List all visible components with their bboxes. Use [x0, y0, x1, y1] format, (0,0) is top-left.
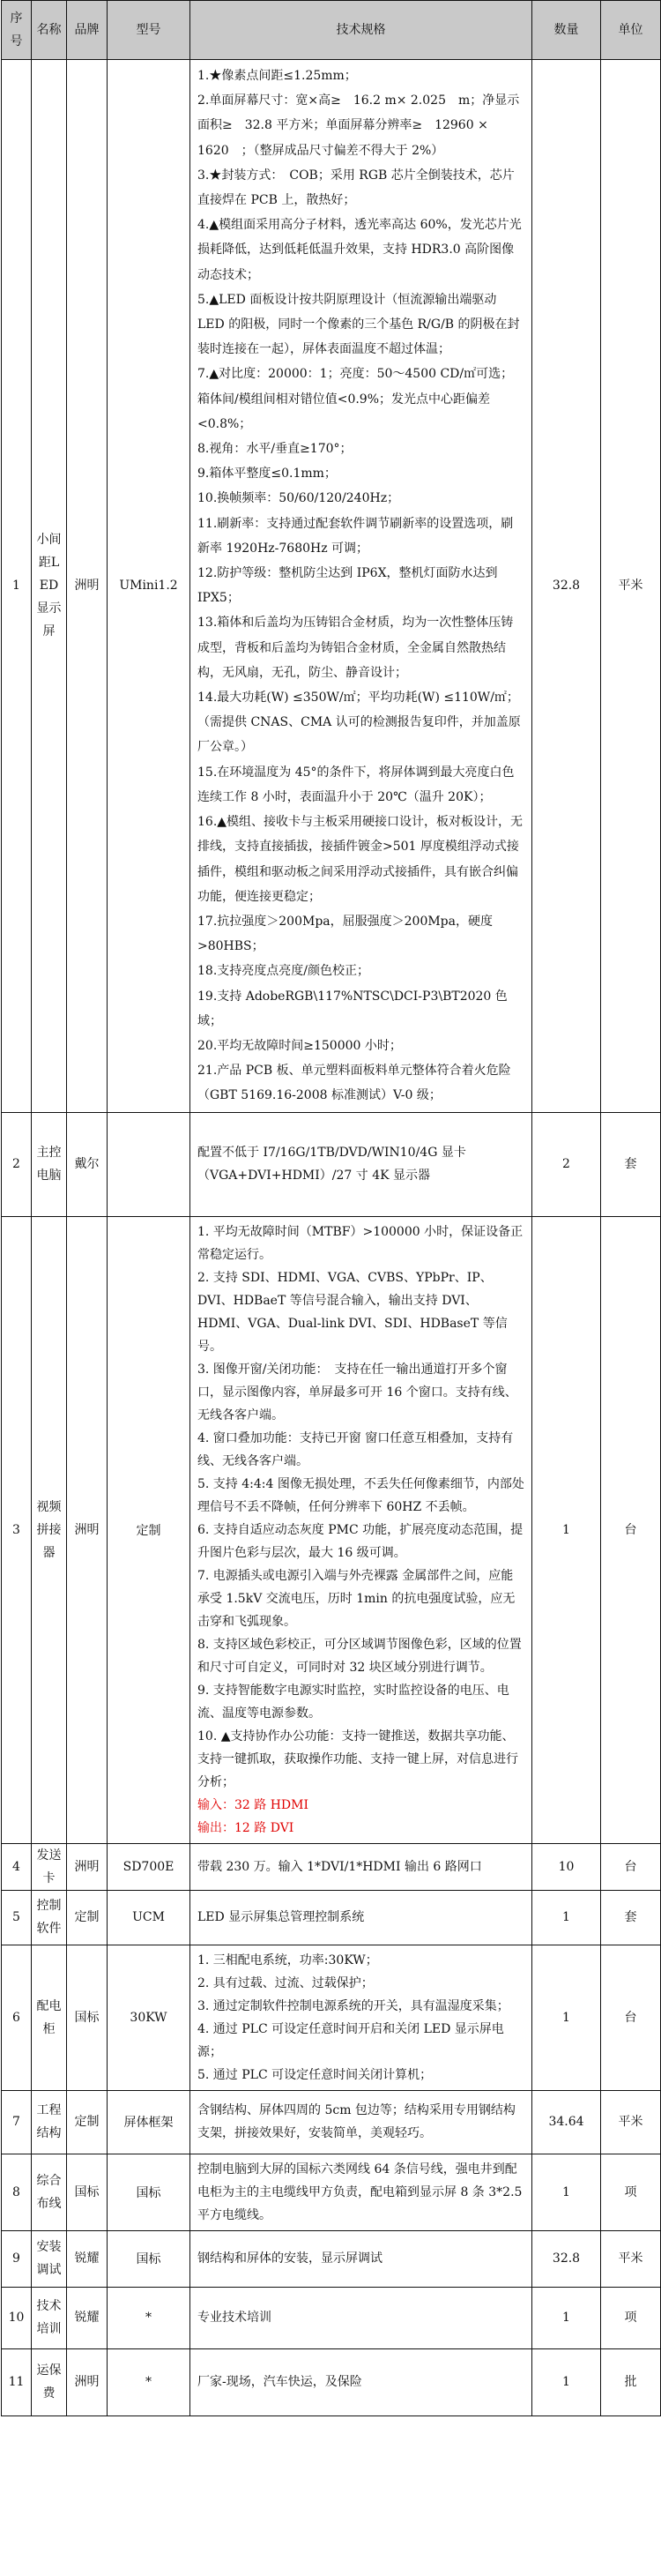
- spec-line: 钢结构和屏体的安装，显示屏调试: [197, 2251, 382, 2266]
- item-unit: 项: [601, 2287, 661, 2348]
- table-row: [2, 2230, 661, 2287]
- item-name: 综合布线: [32, 2154, 67, 2230]
- item-spec: [190, 1890, 532, 1945]
- item-brand: 国标: [67, 1945, 108, 2090]
- item-model: 国标: [108, 2230, 190, 2287]
- item-unit: 套: [601, 1890, 661, 1945]
- item-quantity: 1: [532, 1890, 601, 1945]
- table-row: [2, 1843, 661, 1890]
- item-unit: 平米: [601, 2230, 661, 2287]
- item-spec: [190, 1945, 532, 2090]
- item-model: 定制: [108, 1216, 190, 1843]
- item-unit: 台: [601, 1945, 661, 2090]
- row-number: 8: [2, 2154, 32, 2230]
- spec-line: 19.支持 AdobeRGB\117%NTSC\DCI-P3\BT2020 色域；: [197, 989, 508, 1028]
- spec-line: 2.单面屏幕尺寸：宽×高≥ 16.2 m× 2.025 m；净显示面积≥ 32.8 平方米；单面屏幕分辨率≥ 12960 × 1620 ；（整屏成品尺寸偏差不得大于 2%）: [197, 93, 520, 158]
- item-unit: 平米: [601, 2090, 661, 2154]
- spec-line: 18.支持亮度点亮度/颜色校正；: [197, 964, 369, 979]
- item-quantity: 1: [532, 2154, 601, 2230]
- header-brand: 品牌: [67, 1, 108, 60]
- item-model: 30KW: [108, 1945, 190, 2090]
- item-quantity: 1: [532, 1945, 601, 2090]
- header-qty: 数量: [532, 1, 601, 60]
- table-row: [2, 2348, 661, 2415]
- spec-line: 13.箱体和后盖均为压铸铝合金材质，均为一次性整体压铸成型，背板和后盖均为铸铝合金材质，全金属自然散热结构，无风扇，无孔，防尘、静音设计；: [197, 616, 514, 680]
- spec-line: 7.▲对比度：20000：1；亮度：50～4500 CD/㎡可选；箱体间/模组间相对错位值<0.9%；发光点中心距偏差<0.8%；: [197, 367, 514, 431]
- row-number: 4: [2, 1843, 32, 1890]
- row-number: 2: [2, 1112, 32, 1216]
- header-name: 名称: [32, 1, 67, 60]
- item-name: 工程结构: [32, 2090, 67, 2154]
- header-no: 序号: [2, 1, 32, 60]
- spec-line: 3. 图像开窗/关闭功能： 支持在任一输出通道打开多个窗口，显示图像内容，单屏最多可开 16 个窗口。支持有线、无线各客户端。: [197, 1362, 517, 1422]
- item-quantity: 1: [532, 2348, 601, 2415]
- spec-line: 20.平均无故障时间≥150000 小时；: [197, 1038, 402, 1053]
- spec-line: 9. 支持智能数字电源实时监控，实时监控设备的电压、电流、温度等电源参数。: [197, 1683, 509, 1721]
- spec-line: 3. 通过定制软件控制电源系统的开关，具有温湿度采集；: [197, 1998, 509, 2013]
- row-number: 7: [2, 2090, 32, 2154]
- spec-line: 10.换帧频率：50/60/120/240Hz；: [197, 491, 400, 506]
- item-model: [108, 1112, 190, 1216]
- item-spec: [190, 2090, 532, 2154]
- spec-line: 8. 支持区域色彩校正，可分区域调节图像色彩，区域的位置和尺寸可自定义，可同时对 32 块区域分别进行调节。: [197, 1637, 522, 1675]
- table-row: [2, 2090, 661, 2154]
- spec-line: 15.在环境温度为 45°的条件下，将屏体调到最大亮度白色连续工作 8 小时，表面温升小于 20℃（温升 20K）；: [197, 765, 515, 804]
- item-model: UMini1.2: [108, 60, 190, 1113]
- item-spec: [190, 1216, 532, 1843]
- spec-line: 6. 支持自适应动态灰度 PMC 功能，扩展亮度动态范围，提升图片色彩与层次，最大 16 级可调。: [197, 1522, 524, 1560]
- spec-line: 11.刷新率：支持通过配套软件调节刷新率的设置选项，刷新率 1920Hz-7680Hz 可调；: [197, 516, 514, 556]
- spec-line: 8.视角：水平/垂直≥170°；: [197, 442, 353, 457]
- item-name: 运保费: [32, 2348, 67, 2415]
- item-quantity: 32.8: [532, 2230, 601, 2287]
- table-row: [2, 2154, 661, 2230]
- item-name: 视频拼接器: [32, 1216, 67, 1843]
- spec-line: 专业技术培训: [197, 2311, 271, 2326]
- spec-line: 2. 支持 SDI、HDMI、VGA、CVBS、YPbPr、IP、DVI、HDBaeT 等信号混合输入，输出支持 DVI、HDMI、VGA、Dual-link DVI、SDI、HDBaseT 等信号。: [197, 1270, 508, 1354]
- spec-line: 2. 具有过载、过流、过载保护；: [197, 1975, 374, 1990]
- spec-line: 5. 支持 4:4:4 图像无损处理，不丢失任何像素细节，内部处理信号不丢不降帧，任何分辨率下 60HZ 不丢帧。: [197, 1476, 524, 1514]
- item-quantity: 1: [532, 2287, 601, 2348]
- row-number: 10: [2, 2287, 32, 2348]
- table-row: [2, 60, 661, 1113]
- item-model: 国标: [108, 2154, 190, 2230]
- item-brand: 洲明: [67, 60, 108, 1113]
- spec-line: 5. 通过 PLC 可设定任意时间关闭计算机；: [197, 2067, 433, 2082]
- table-row: [2, 1945, 661, 2090]
- item-brand: 洲明: [67, 2348, 108, 2415]
- item-spec: [190, 2287, 532, 2348]
- item-brand: 定制: [67, 1890, 108, 1945]
- spec-line: 16.▲模组、接收卡与主板采用硬接口设计，板对板设计，无排线，支持直接插拔，接插件镀金>501 厚度模组浮动式接插件，模组和驱动板之间采用浮动式接插件，具有嵌合纠偏功能，便连接更稳定；: [197, 815, 524, 904]
- spec-highlight-line: 输出：12 路 DVI: [197, 1820, 294, 1835]
- item-brand: 洲明: [67, 1843, 108, 1890]
- item-spec: [190, 2230, 532, 2287]
- item-name: 小间距LED显示屏: [32, 60, 67, 1113]
- spec-line: 5.▲LED 面板设计按共阴原理设计（恒流源输出端驱动 LED 的阳极，同时一个像素的三个基色 R/G/B 的阴极在封装时连接在一起），屏体表面温度不超过体温；: [197, 292, 520, 357]
- item-model: *: [108, 2287, 190, 2348]
- row-number: 6: [2, 1945, 32, 2090]
- row-number: 9: [2, 2230, 32, 2287]
- item-quantity: 32.8: [532, 60, 601, 1113]
- item-brand: 戴尔: [67, 1112, 108, 1216]
- spec-line: 14.最大功耗(W) ≤350W/㎡；平均功耗(W) ≤110W/㎡；（需提供 CNAS、CMA 认可的检测报告复印件，并加盖原厂公章。）: [197, 691, 521, 755]
- header-row: [2, 1, 661, 60]
- spec-highlight-line: 输入：32 路 HDMI: [197, 1797, 309, 1812]
- spec-line: LED 显示屏集总管理控制系统: [197, 1910, 365, 1925]
- item-spec: [190, 1112, 532, 1216]
- item-unit: 项: [601, 2154, 661, 2230]
- item-unit: 台: [601, 1216, 661, 1843]
- spec-line: 4. 窗口叠加功能：支持已开窗 窗口任意互相叠加，支持有 线、无线各客户端。: [197, 1430, 514, 1468]
- spec-line: 带载 230 万。输入 1*DVI/1*HDMI 输出 6 路网口: [197, 1859, 482, 1874]
- spec-line: 1. 平均无故障时间（MTBF）>100000 小时，保证设备正常稳定运行。: [197, 1224, 524, 1262]
- row-number: 5: [2, 1890, 32, 1945]
- item-model: UCM: [108, 1890, 190, 1945]
- spec-line: 12.防护等级：整机防尘达到 IP6X，整机灯面防水达到 IPX5；: [197, 566, 498, 606]
- item-brand: 锐耀: [67, 2287, 108, 2348]
- spec-line: 控制电脑到大屏的国标六类网线 64 条信号线，强电井到配电柜为主的主电缆线甲方负责，配电箱到显示屏 8 条 3*2.5 平方电缆线。: [197, 2162, 523, 2222]
- spec-line: 配置不低于 I7/16G/1TB/DVD/WIN10/4G 显卡（VGA+DVI+HDMI）/27 寸 4K 显示器: [197, 1146, 466, 1183]
- table-row: [2, 1112, 661, 1216]
- spec-line: 4.▲模组面采用高分子材料，透光率高达 60%，发光芯片光损耗降低，达到低耗低温升效果，支持 HDR3.0 高阶图像动态技术；: [197, 218, 522, 282]
- item-name: 主控电脑: [32, 1112, 67, 1216]
- spec-line: 4. 通过 PLC 可设定任意时间开启和关闭 LED 显示屏电源；: [197, 2021, 504, 2059]
- spec-line: 10. ▲支持协作办公功能：支持一键推送，数据共享功能、支持一键抓取，获取操作功能、支持一键上屏，对信息进行分析；: [197, 1729, 518, 1789]
- item-name: 控制软件: [32, 1890, 67, 1945]
- item-unit: 平米: [601, 60, 661, 1113]
- spec-line: 1.★像素点间距≤1.25mm；: [197, 69, 357, 83]
- item-quantity: 34.64: [532, 2090, 601, 2154]
- item-brand: 国标: [67, 2154, 108, 2230]
- row-number: 1: [2, 60, 32, 1113]
- item-spec: [190, 1843, 532, 1890]
- item-model: 屏体框架: [108, 2090, 190, 2154]
- item-quantity: 1: [532, 1216, 601, 1843]
- spec-line: 9.箱体平整度≤0.1mm；: [197, 467, 337, 482]
- item-brand: 定制: [67, 2090, 108, 2154]
- table-row: [2, 1216, 661, 1843]
- item-quantity: 2: [532, 1112, 601, 1216]
- header-spec: 技术规格: [190, 1, 532, 60]
- row-number: 3: [2, 1216, 32, 1843]
- item-name: 安装调试: [32, 2230, 67, 2287]
- item-name: 发送卡: [32, 1843, 67, 1890]
- item-spec: [190, 2154, 532, 2230]
- item-model: SD700E: [108, 1843, 190, 1890]
- header-model: 型号: [108, 1, 190, 60]
- spec-line: 厂家-现场，汽车快运，及保险: [197, 2375, 362, 2390]
- row-number: 11: [2, 2348, 32, 2415]
- item-quantity: 10: [532, 1843, 601, 1890]
- item-model: *: [108, 2348, 190, 2415]
- item-unit: 台: [601, 1843, 661, 1890]
- item-unit: 套: [601, 1112, 661, 1216]
- spec-line: 含钢结构、屏体四周的 5cm 包边等；结构采用专用钢结构支架，拼接效果好，安装简单，美观轻巧。: [197, 2103, 516, 2141]
- item-spec: [190, 60, 532, 1113]
- item-unit: 批: [601, 2348, 661, 2415]
- table-row: [2, 2287, 661, 2348]
- item-spec: [190, 2348, 532, 2415]
- header-unit: 单位: [601, 1, 661, 60]
- item-brand: 锐耀: [67, 2230, 108, 2287]
- spec-line: 7. 电源插头或电源引入端与外壳裸露 金属部件之间，应能承受 1.5kV 交流电压，历时 1min 的抗电强度试验，应无击穿和飞弧现象。: [197, 1568, 516, 1629]
- spec-line: 17.抗拉强度＞200Mpa，屈服强度＞200Mpa，硬度>80HBS；: [197, 914, 493, 954]
- specification-table: [1, 0, 661, 2416]
- spec-line: 1. 三相配电系统，功率:30KW；: [197, 1953, 378, 1967]
- item-name: 技术培训: [32, 2287, 67, 2348]
- item-name: 配电柜: [32, 1945, 67, 2090]
- table-row: [2, 1890, 661, 1945]
- table-body: [2, 60, 661, 2416]
- spec-line: 3.★封装方式： COB；采用 RGB 芯片全倒装技术，芯片直接焊在 PCB 上，散热好；: [197, 168, 515, 208]
- spec-line: 21.产品 PCB 板、单元塑料面板料单元整体符合着火危险（GBT 5169.16-2008 标准测试）V-0 级；: [197, 1064, 511, 1103]
- item-brand: 洲明: [67, 1216, 108, 1843]
